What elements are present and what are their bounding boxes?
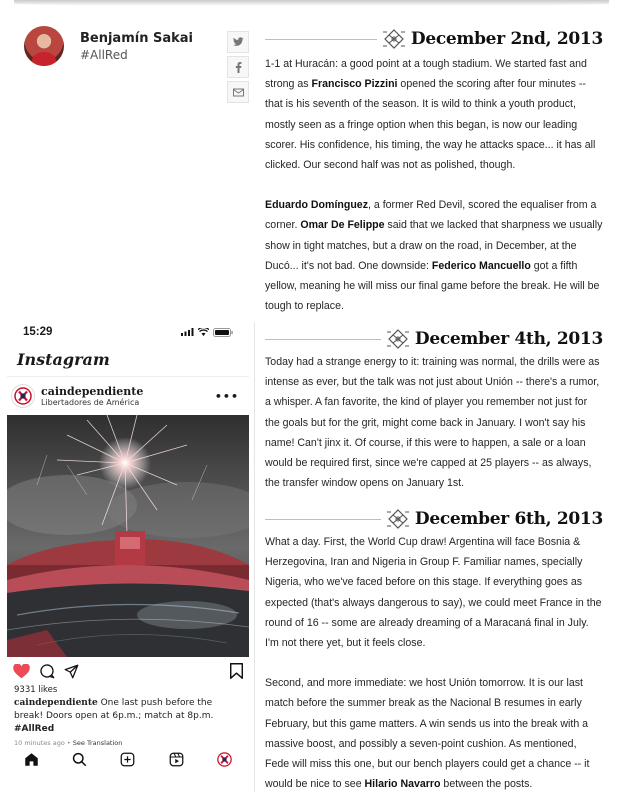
independiente-logo-icon: [14, 387, 32, 405]
paragraph-text: between the posts.: [440, 778, 533, 791]
post-meta: 10 minutes ago • See Translation: [14, 739, 123, 747]
author-block: [24, 26, 193, 66]
entry-header: [265, 328, 603, 350]
post-actions-bar: [7, 657, 249, 685]
reels-icon[interactable]: [169, 752, 184, 767]
post-username[interactable]: caindependiente: [41, 385, 144, 398]
paragraph-text: 1-1 at Huracán: a good point at a tough stadium. We started fast and strong as: [265, 58, 587, 91]
entry-date: December 4th, 2013: [414, 329, 603, 349]
share-bar: [227, 31, 249, 106]
post-header: [7, 377, 249, 415]
caption-text: One last push before the break! Doors open at 6p.m.; match at 8p.m.: [14, 698, 214, 721]
profile-avatar-icon[interactable]: [217, 752, 232, 767]
entry-paragraph: [265, 54, 603, 175]
share-twitter-button[interactable]: [227, 31, 249, 53]
player-name: Hilario Navarro: [364, 778, 441, 791]
instagram-post-screenshot: [7, 322, 249, 792]
author-hashtag: #AllRed: [80, 47, 128, 62]
author-avatar: [24, 26, 64, 66]
entry-date: December 6th, 2013: [414, 509, 603, 529]
more-options-icon[interactable]: •••: [214, 389, 239, 403]
entry-header: [265, 508, 603, 530]
paragraph-text: got a fifth yellow, meaning he will miss our final game before the break. He will be tough to replace.: [265, 259, 600, 313]
signal-icon: [181, 328, 194, 336]
club-avatar[interactable]: [11, 384, 35, 408]
post-photo-stadium-fireworks[interactable]: [7, 415, 249, 657]
share-email-button[interactable]: [227, 81, 249, 103]
entry-date: December 2nd, 2013: [410, 29, 603, 49]
top-shadow-bar: [14, 0, 609, 6]
entry-paragraph: [265, 352, 603, 493]
battery-icon: [213, 328, 233, 337]
paragraph-text: Today had a strange energy to it: training was normal, the drills were as intense as ever, but the talk was not just about Unión -- there's a rumor, a whisper. A fan favorite, the kind of player you remember not just for the goals but for the grit, might come back in January. I won't say his name! Can't jinx it. Of course, if this were to happen, a sale or a loan would be required first, since we're capped at 25 players -- as always, the transfer window opens on January 1st.: [265, 356, 600, 490]
post-caption: [7, 695, 249, 736]
wifi-icon: [198, 328, 209, 336]
column-divider: [254, 322, 255, 792]
club-crest-icon: [385, 508, 411, 530]
entry-header: [265, 28, 603, 50]
instagram-bottom-nav: [7, 746, 249, 772]
paragraph-text: Second, and more immediate: we host Unión tomorrow. It is our last match before the summer break as the Nacional B resumes in early February, but this game matters. A win sends us into the break with a massive boost, and possibly a seven-point cushion. As mentioned, Fede will miss this one, but our bench players could get a chance -- it would be nice to see: [265, 677, 590, 791]
facebook-icon: [235, 62, 242, 73]
entry-rule: [265, 39, 377, 40]
club-crest-icon: [385, 328, 411, 350]
paragraph-text: opened the scoring after four minutes -- that is his seventh of the season. It is wild to think a youth product, mostly seen as a fringe option when this began, is now our leading scorer. His confidence, his timing, the way he attacks space... it has all clicked. Our second half was not as polished, though.: [265, 78, 596, 172]
player-name: Francisco Pizzini: [311, 78, 398, 91]
entry-rule: [265, 519, 381, 520]
caption-hashtag[interactable]: #AllRed: [14, 724, 55, 734]
player-name: Eduardo Domínguez: [265, 199, 368, 212]
comment-icon[interactable]: [39, 663, 55, 679]
new-post-icon[interactable]: [120, 752, 135, 767]
diary-entry-dec-2: [265, 28, 603, 316]
paragraph-text: said that we lacked that sharpness we usually show in tight matches, but a draw on the road, in December, at the Ducó... it's not bad. One downside:: [265, 219, 603, 272]
post-time-ago: 10 minutes ago: [14, 739, 65, 747]
stadium-fireworks-image: [7, 415, 249, 657]
instagram-logo: Instagram: [17, 350, 110, 369]
entry-paragraph: [265, 532, 603, 653]
share-send-icon[interactable]: [64, 664, 79, 679]
author-name: Benjamín Sakai: [80, 30, 194, 46]
paragraph-text: , a former Red Devil, scored the equaliser from a corner.: [265, 199, 597, 232]
entry-paragraph: [265, 673, 603, 794]
search-icon[interactable]: [72, 752, 87, 767]
entry-rule: [265, 339, 381, 340]
club-crest-icon: [381, 28, 407, 50]
likes-count[interactable]: 9331 likes: [14, 685, 58, 695]
paragraph-text: What a day. First, the World Cup draw! Argentina will face Bosnia & Herzegovina, Iran and Nigeria in Group F. Familiar names, specially Nigeria, who we've faced before on this stage. If everything goes as expected (that's always dangerous to say), we could meet France in the round of 16 -- some are already dreaming of a Maracaná final in July. I'm not there yet, but it feels close.: [265, 536, 602, 650]
player-name: Federico Mancuello: [431, 259, 531, 272]
status-time: 15:29: [23, 326, 53, 338]
home-icon[interactable]: [24, 752, 39, 767]
entry-paragraph: [265, 195, 603, 316]
see-translation-link[interactable]: See Translation: [72, 739, 123, 747]
caption-username[interactable]: caindependiente: [14, 698, 98, 708]
email-icon: [233, 88, 244, 97]
phone-status-bar: [7, 322, 249, 342]
share-facebook-button[interactable]: [227, 56, 249, 78]
player-name: Omar De Felippe: [300, 219, 385, 232]
twitter-icon: [233, 37, 244, 47]
diary-entry-dec-6: [265, 508, 603, 794]
post-location[interactable]: Libertadores de América: [41, 398, 140, 407]
like-heart-icon[interactable]: [13, 664, 30, 679]
diary-entry-dec-4: [265, 328, 603, 493]
bookmark-icon[interactable]: [230, 663, 243, 679]
